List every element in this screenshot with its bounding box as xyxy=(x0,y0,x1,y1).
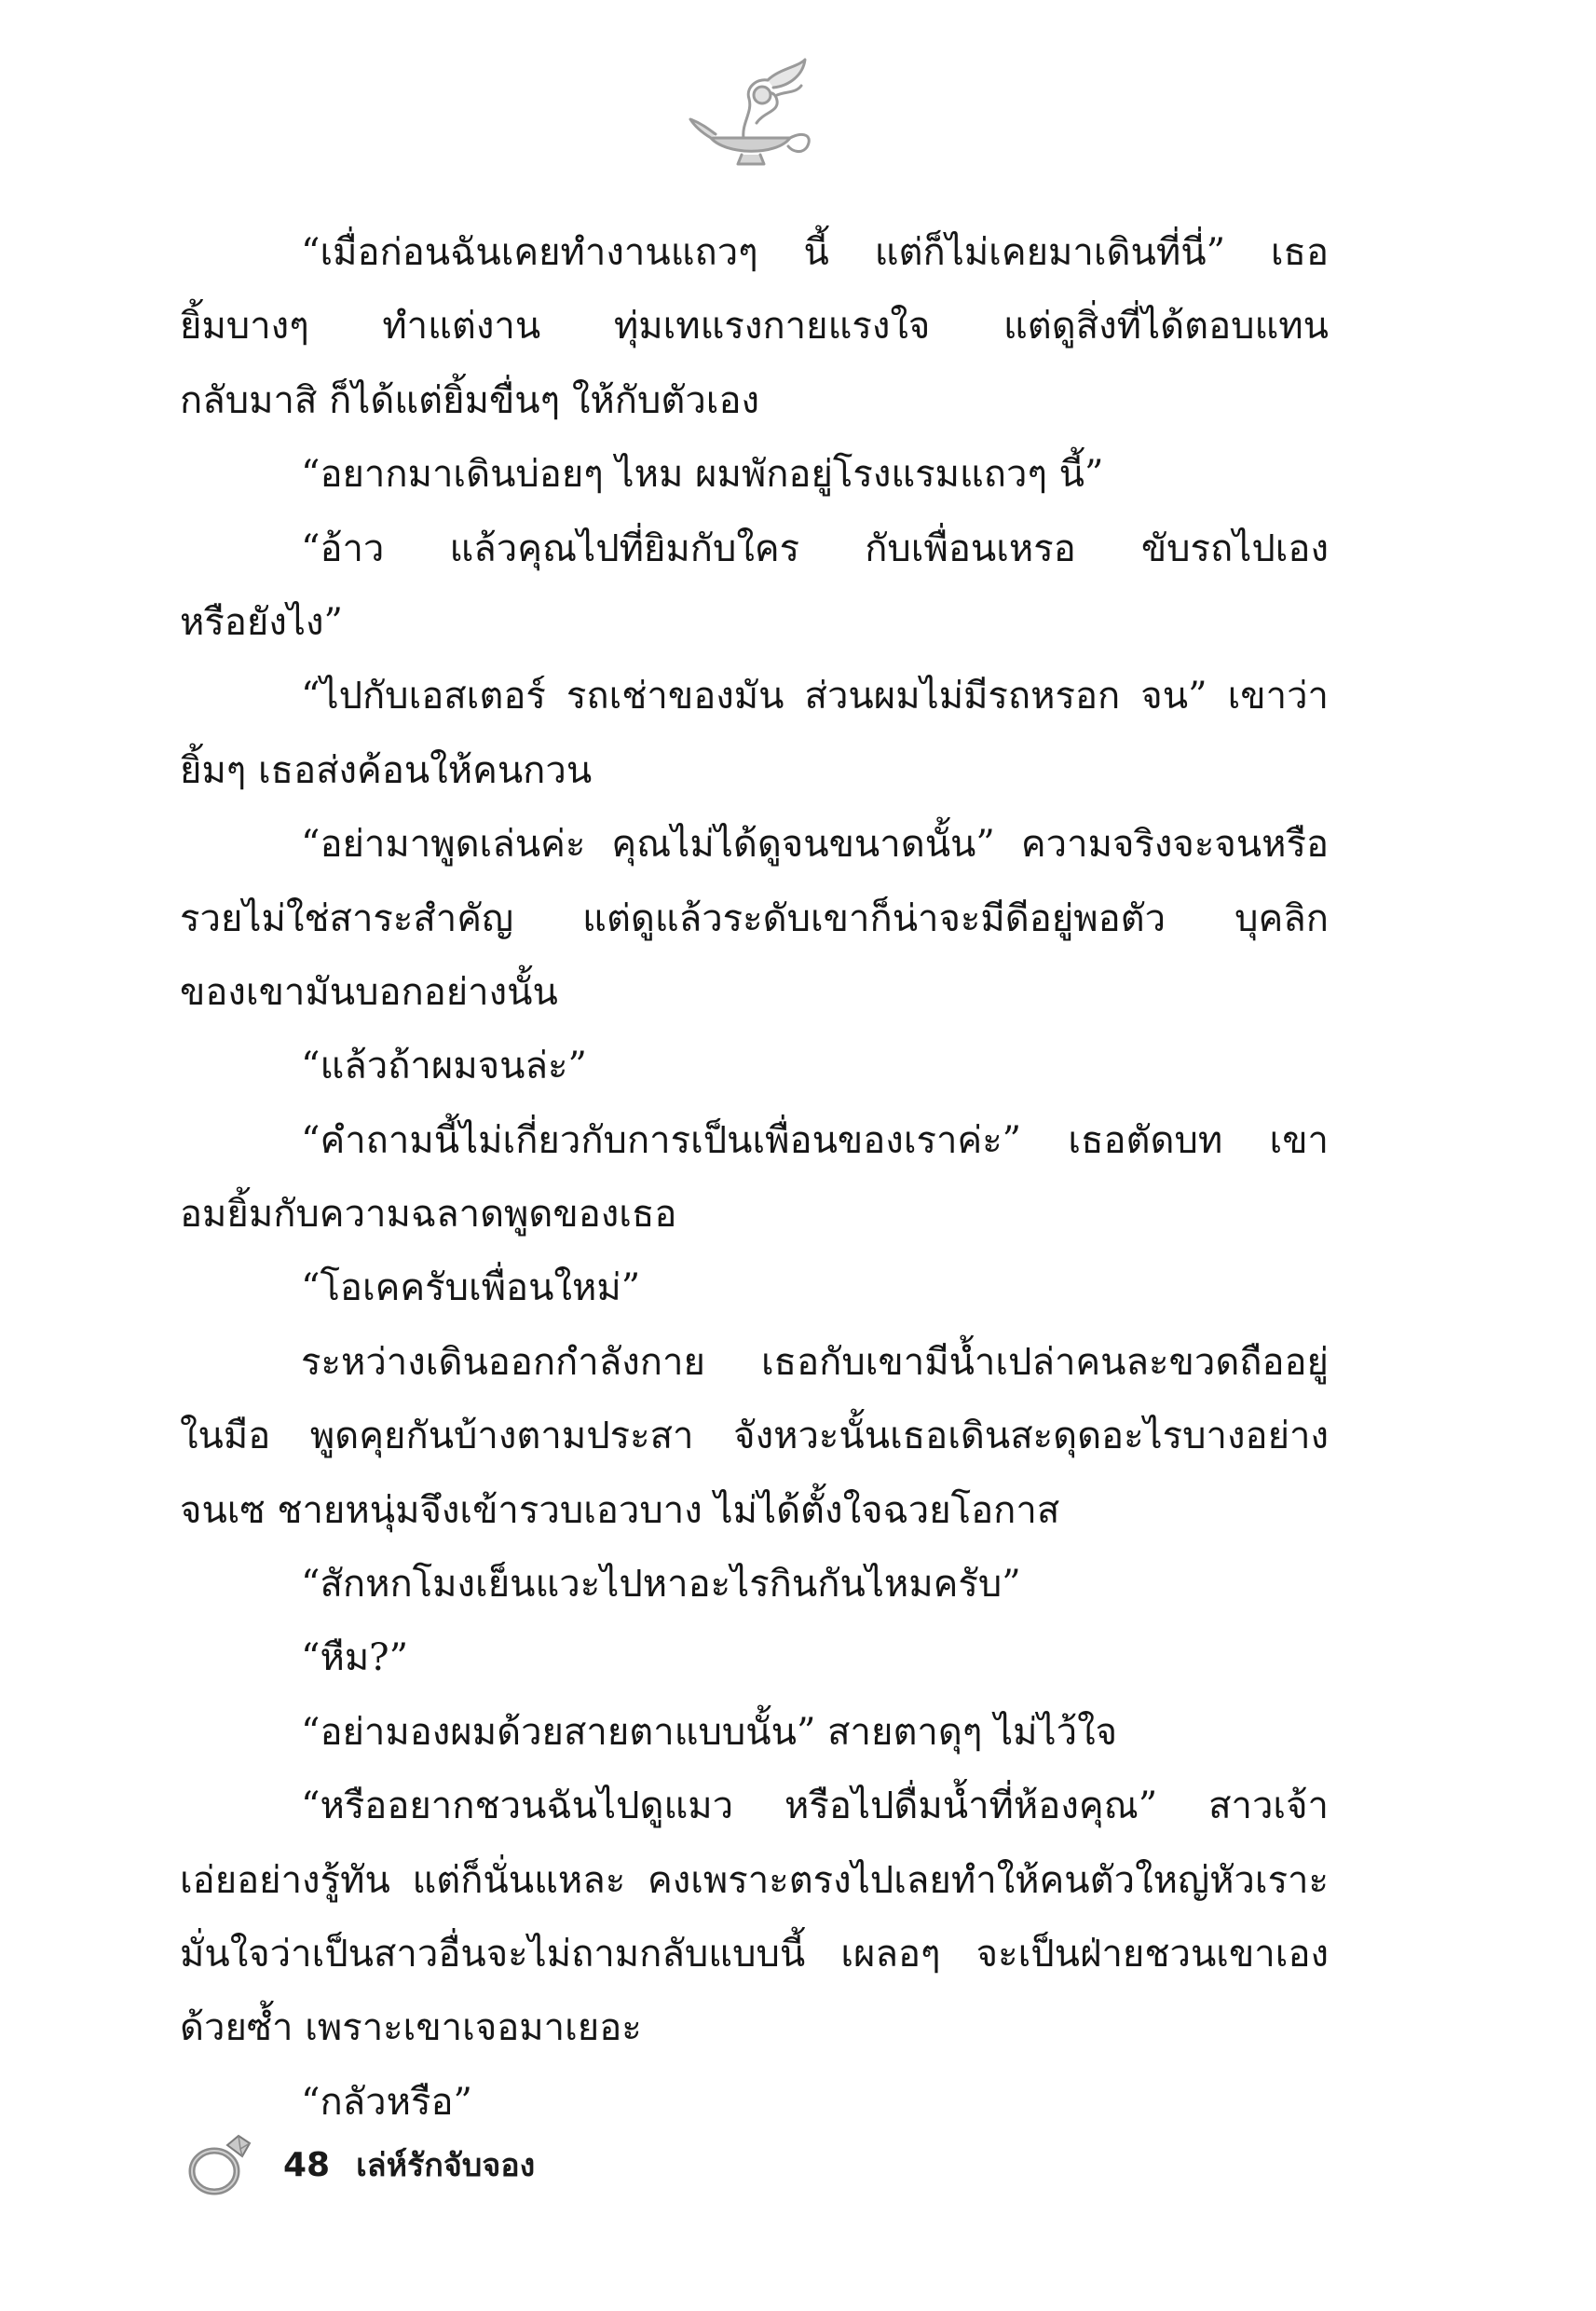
ring-icon xyxy=(186,2132,255,2197)
page-footer xyxy=(186,2132,535,2197)
text-line: “กลัวหรือ” xyxy=(301,2080,472,2124)
text-line: “หืม?” xyxy=(301,1636,409,1680)
text-line: “อย่ามาพูดเล่นค่ะ คุณไม่ได้ดูจนขนาดนั้น” ความจริงจะจนหรือ xyxy=(301,823,1329,867)
text-line: “หรืออยากชวนฉันไปดูแมว หรือไปดื่มน้ำที่ห้องคุณ” สาวเจ้า xyxy=(301,1785,1329,1828)
text-line: จนเซ ชายหนุ่มจึงเข้ารวบเอวบาง ไม่ได้ตั้งใจฉวยโอกาส xyxy=(180,1488,1060,1532)
text-line: “อ้าว แล้วคุณไปที่ยิมกับใคร กับเพื่อนเหรอ ขับรถไปเอง xyxy=(301,526,1329,570)
page-number: 48 xyxy=(283,2145,331,2184)
genie-lamp-icon xyxy=(688,58,827,170)
text-line: “ไปกับเอสเตอร์ รถเช่าของมัน ส่วนผมไม่มีรถหรอก จน” เขาว่า xyxy=(301,675,1329,718)
text-line: กลับมาสิ ก็ได้แต่ยิ้มขื่นๆ ให้กับตัวเอง xyxy=(180,378,760,422)
text-line: หรือยังไง” xyxy=(180,600,343,644)
text-line: “แล้วถ้าผมจนล่ะ” xyxy=(301,1045,587,1088)
text-line: ในมือ พูดคุยกันบ้างตามประสา จังหวะนั้นเธอเดินสะดุดอะไรบางอย่าง xyxy=(180,1415,1329,1458)
text-line: “คำถามนี้ไม่เกี่ยวกับการเป็นเพื่อนของเราค่ะ” เธอตัดบท เขา xyxy=(301,1118,1329,1162)
body-text xyxy=(180,216,1329,2140)
book-title: เล่ห์รักจับจอง xyxy=(356,2147,536,2184)
text-line: “เมื่อก่อนฉันเคยทำงานแถวๆ นี้ แต่ก็ไม่เคยมาเดินที่นี่” เธอ xyxy=(301,231,1329,274)
text-line: ด้วยซ้ำ เพราะเขาเจอมาเยอะ xyxy=(180,2006,642,2050)
text-line: ของเขามันบอกอย่างนั้น xyxy=(180,970,558,1014)
text-line: มั่นใจว่าเป็นสาวอื่นจะไม่ถามกลับแบบนี้ เผลอๆ จะเป็นฝ่ายชวนเขาเอง xyxy=(180,1932,1329,1976)
text-line: อมยิ้มกับความฉลาดพูดของเธอ xyxy=(180,1193,677,1237)
text-line: “สักหกโมงเย็นแวะไปหาอะไรกินกันไหมครับ” xyxy=(301,1563,1021,1607)
text-line: “อย่ามองผมด้วยสายตาแบบนั้น” สายตาดุๆ ไม่ไว้ใจ xyxy=(301,1710,1118,1754)
text-line: “โอเคครับเพื่อนใหม่” xyxy=(301,1266,641,1310)
text-line: ยิ้มบางๆ ทำแต่งาน ทุ่มเทแรงกายแรงใจ แต่ดูสิ่งที่ได้ตอบแทน xyxy=(180,305,1329,349)
text-line: ระหว่างเดินออกกำลังกาย เธอกับเขามีน้ำเปล่าคนละขวดถืออยู่ xyxy=(301,1340,1329,1384)
text-line: ยิ้มๆ เธอส่งค้อนให้คนกวน xyxy=(180,748,593,792)
text-line: “อยากมาเดินบ่อยๆ ไหม ผมพักอยู่โรงแรมแถวๆ นี้” xyxy=(301,453,1104,497)
text-line: รวยไม่ใช่สาระสำคัญ แต่ดูแล้วระดับเขาก็น่าจะมีดีอยู่พอตัว บุคลิก xyxy=(180,896,1329,940)
text-line: เอ่ยอย่างรู้ทัน แต่ก็นั่นแหละ คงเพราะตรงไปเลยทำให้คนตัวใหญ่หัวเราะ xyxy=(180,1858,1329,1902)
